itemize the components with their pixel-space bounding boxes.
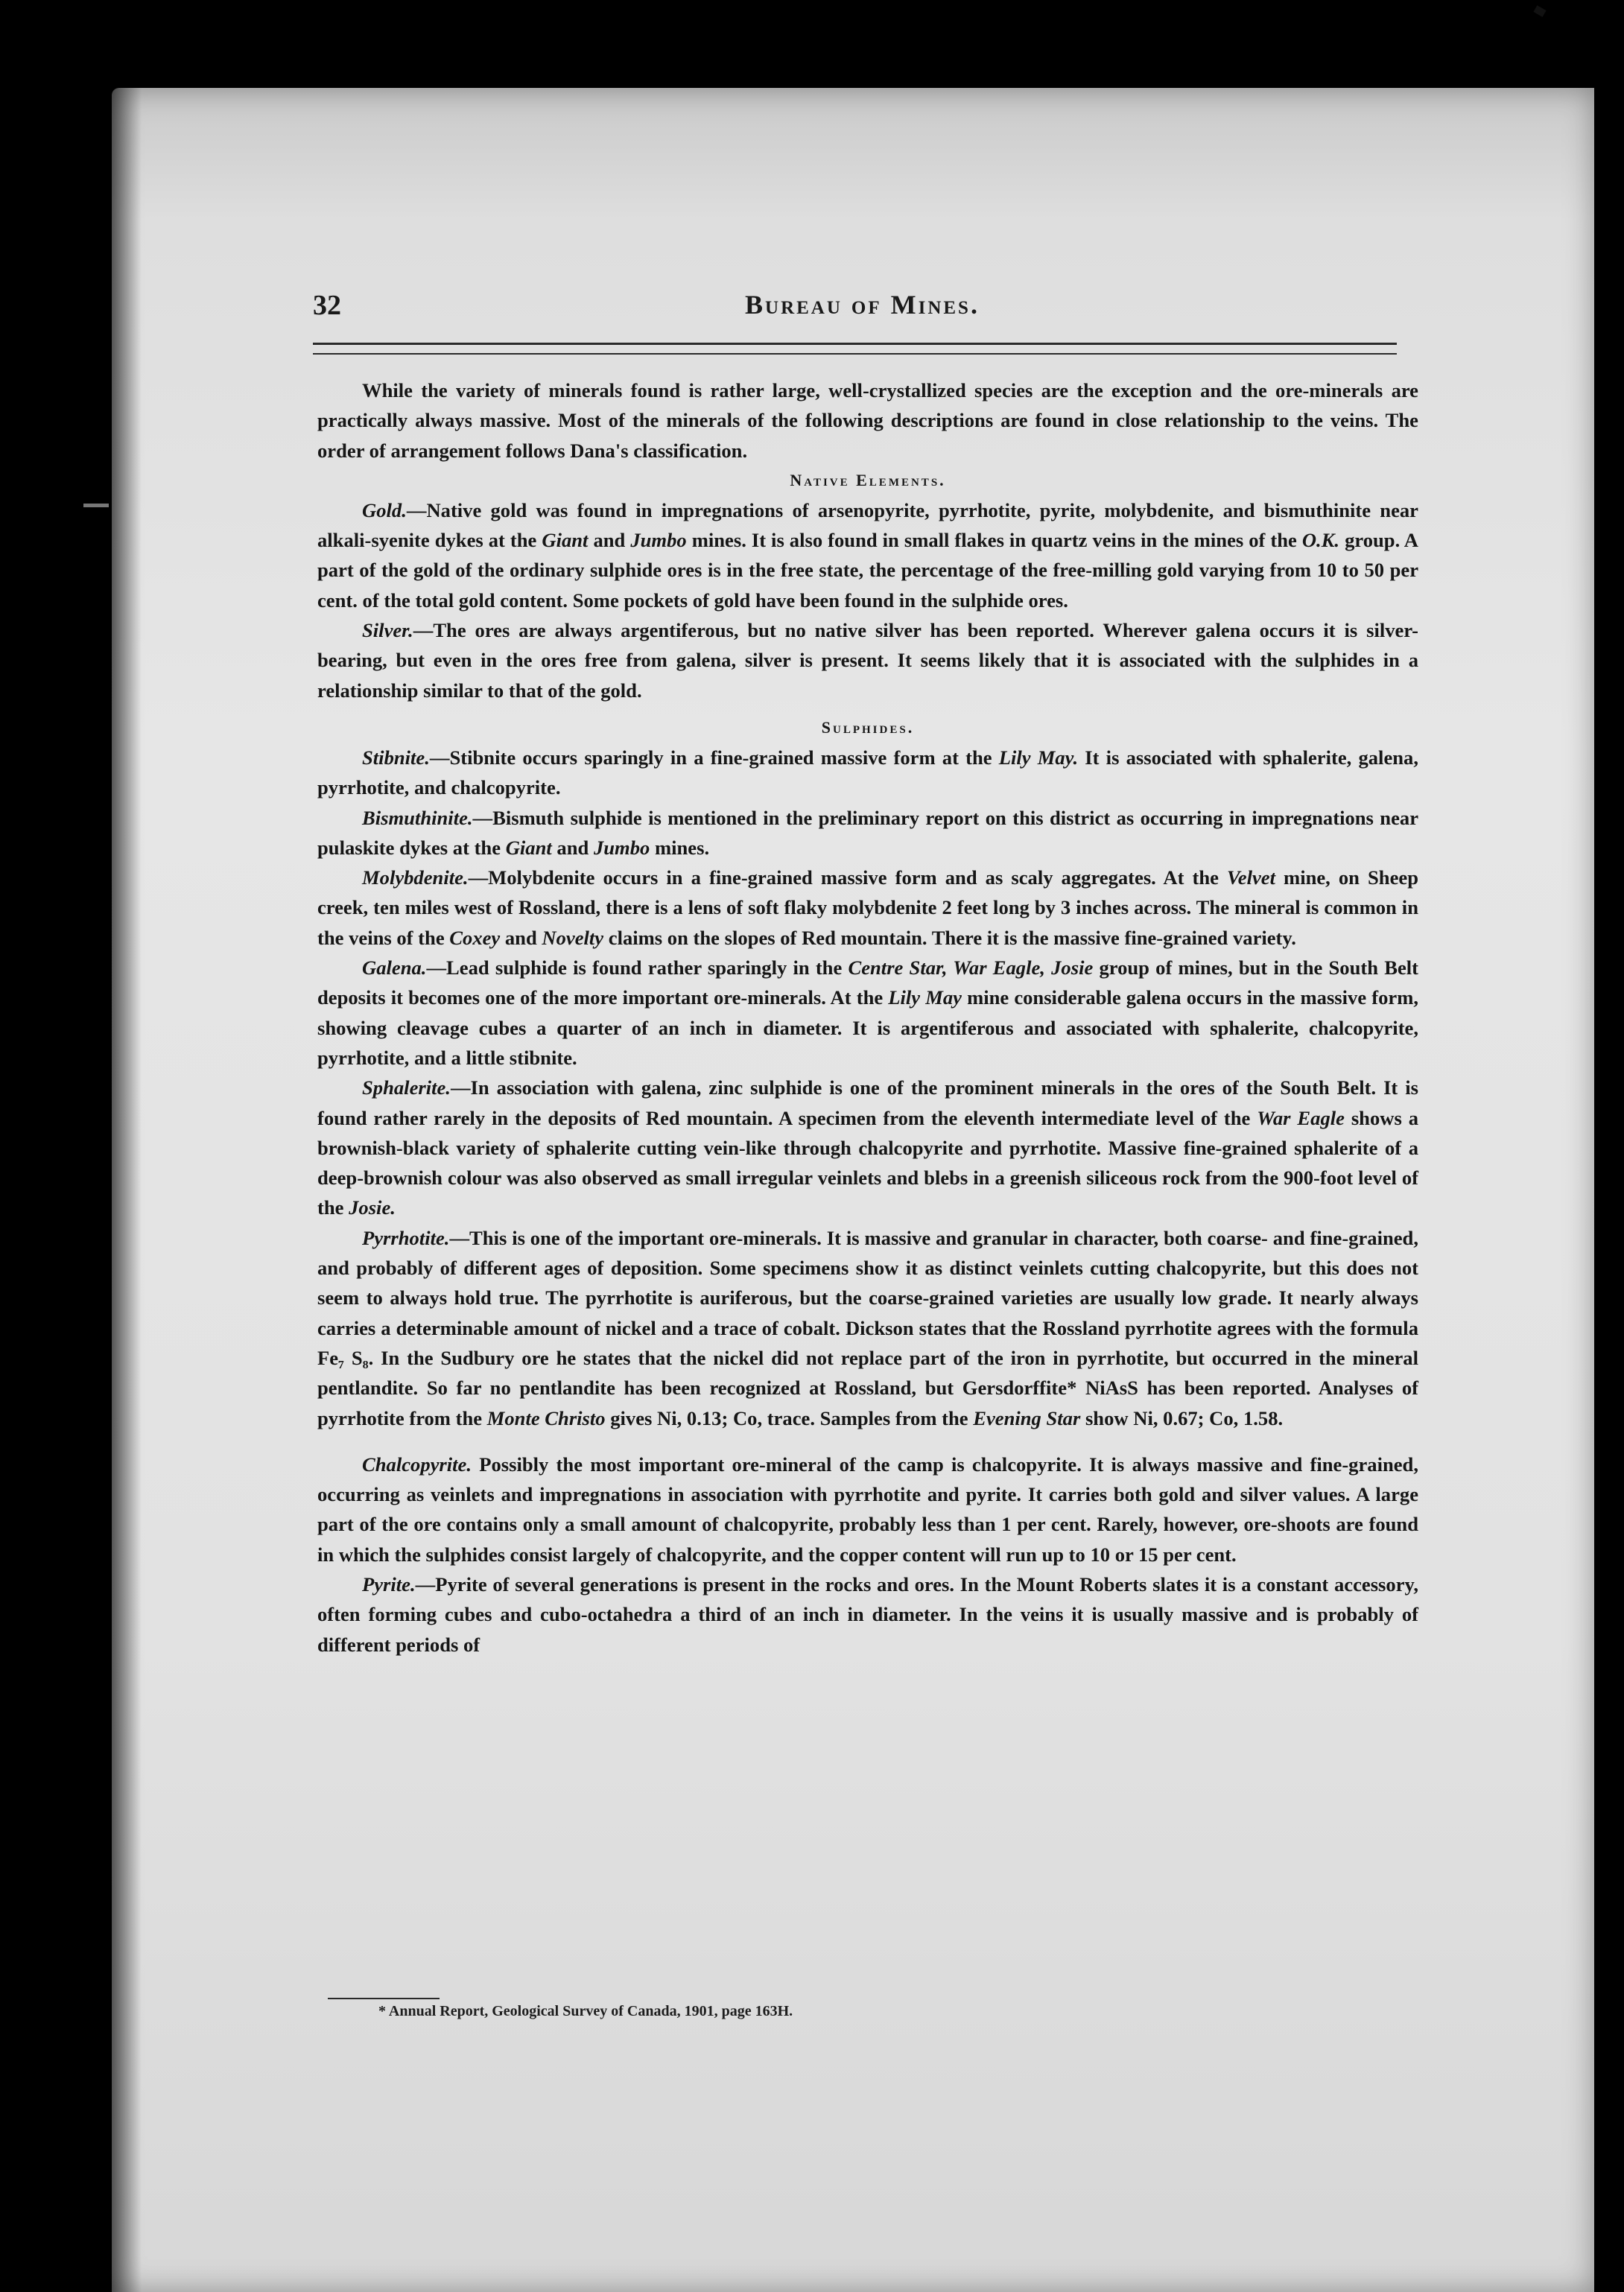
mineral-name: Sphalerite.	[362, 1076, 451, 1099]
mineral-name: Chalcopyrite.	[362, 1453, 472, 1476]
mineral-name: Pyrite.	[362, 1572, 416, 1596]
page-number: 32	[313, 290, 341, 321]
paragraph-silver: Silver.—The ores are always argentiferous, but no native silver has been reported. Wherever galena occurs it is silver-bearing, but even in the ores free from galena, silver is present. It seems likely that it is associated with the sulphides in a relationship similar to that of the gold.	[317, 619, 1418, 702]
section-heading-sulphides: Sulphides.	[821, 717, 915, 737]
mineral-name: Silver.	[362, 619, 413, 642]
paragraph-galena: Galena.—Lead sulphide is found rather sparingly in the Centre Star, War Eagle, Josie group of mines, but in the South Belt deposits it becomes one of the more important ore-minerals. At the Lily May mine considerable galena occurs in the massive form, showing cleavage cubes a quarter of an inch in diameter. It is argentiferous and associated with sphalerite, chalcopyrite, pyrrhotite, and a little stibnite.	[317, 956, 1418, 1069]
page-edge-shadow	[112, 88, 142, 2292]
mineral-name: Gold.	[362, 498, 407, 521]
mineral-name: Bismuthinite.	[362, 806, 473, 829]
section-heading-native-elements: Native Elements.	[790, 470, 946, 489]
mineral-name: Pyrrhotite.	[362, 1226, 450, 1249]
scan-speck	[83, 504, 109, 507]
paragraph-pyrite: Pyrite.—Pyrite of several generations is present in the rocks and ores. In the Mount Roberts slates it is a constant accessory, often forming cubes and cubo-octahedra a third of an inch in diameter. In the veins it is usually massive and is probably of different periods of	[317, 1572, 1418, 1656]
mineral-name: Molybdenite.	[362, 866, 469, 889]
paragraph-bismuthinite: Bismuthinite.—Bismuth sulphide is mentioned in the preliminary report on this district as occurring in impregnations near pulaskite dykes at the Giant and Jumbo mines.	[317, 806, 1418, 859]
mineral-name: Galena.	[362, 956, 427, 980]
running-head: Bureau of Mines.	[745, 290, 980, 320]
paragraph-molybdenite: Molybdenite.—Molybdenite occurs in a fine-grained massive form and as scaly aggregates. At the Velvet mine, on Sheep creek, ten miles west of Rossland, there is a lens of soft flaky molybdenite 2 feet long by 3 inches across. The mineral is common in the veins of the Coxey and Novelty claims on the slopes of Red mountain. There it is the massive fine-grained variety.	[317, 866, 1418, 949]
paragraph-sphalerite: Sphalerite.—In association with galena, zinc sulphide is one of the prominent minerals in the ores of the South Belt. It is found rather rarely in the deposits of Red mountain. A specimen from the eleventh intermediate level of the War Eagle shows a brownish-black variety of sphalerite cutting vein-like through chalcopyrite and pyrrhotite. Massive fine-grained sphalerite of a deep-brownish colour was also observed as small irregular veinlets and blebs in a greenish siliceous rock from the 900-foot level of the Josie.	[317, 1076, 1418, 1219]
header-rule	[313, 353, 1397, 355]
paragraph-chalcopyrite: Chalcopyrite. Possibly the most important ore-mineral of the camp is chalcopyrite. It is always massive and fine-grained, occurring as veinlets and impregnations in association with pyrrhotite and pyrite. It carries both gold and silver values. A large part of the ore contains only a small amount of chalcopyrite, probably less than 1 per cent. Rarely, however, ore-shoots are found in which the sulphides consist largely of chalcopyrite, and the copper content will run up to 10 or 15 per cent.	[317, 1453, 1418, 1566]
page-header	[313, 289, 1430, 334]
mineral-name: Stibnite.	[362, 746, 430, 769]
footnote: * Annual Report, Geological Survey of Canada, 1901, page 163H.	[378, 2003, 793, 2019]
paragraph-pyrrhotite: Pyrrhotite.—This is one of the important ore-minerals. It is massive and granular in character, both coarse- and fine-grained, and probably of different ages of deposition. Some specimens show it as distinct veinlets cutting chalcopyrite, but this does not seem to always hold true. The pyrrhotite is auriferous, but the coarse-grained varieties are usually low grade. It nearly always carries a determinable amount of nickel and a trace of cobalt. Dickson states that the Rossland pyrrhotite agrees with the formula Fe₇ S₈. In the Sudbury ore he states that the nickel did not replace part of the iron in pyrrhotite, but occurred in the mineral pentlandite. So far no pentlandite has been recognized at Rossland, but Gersdorffite* NiAsS has been reported. Analyses of pyrrhotite from the Monte Christo gives Ni, 0.13; Co, trace. Samples from the Evening Star show Ni, 0.67; Co, 1.58.	[317, 1226, 1418, 1429]
paragraph-stibnite: Stibnite.—Stibnite occurs sparingly in a fine-grained massive form at the Lily May. It is associated with sphalerite, galena, pyrrhotite, and chalcopyrite.	[317, 746, 1418, 799]
intro-paragraph: While the variety of minerals found is rather large, well-crystallized species are the exception and the ore-minerals are practically always massive. Most of the minerals of the following descriptions are found in close relationship to the veins. The order of arrangement follows Dana's classification.	[317, 379, 1418, 462]
header-rule	[313, 343, 1397, 345]
paragraph-gold: Gold.—Native gold was found in impregnations of arsenopyrite, pyrrhotite, pyrite, molybdenite, and bismuthinite near alkali-syenite dykes at the Giant and Jumbo mines. It is also found in small flakes in quartz veins in the mines of the O.K. group. A part of the gold of the ordinary sulphide ores is in the free state, the percentage of the free-milling gold varying from 10 to 50 per cent. of the total gold content. Some pockets of gold have been found in the sulphide ores.	[317, 498, 1418, 612]
page-body	[317, 375, 1418, 1660]
